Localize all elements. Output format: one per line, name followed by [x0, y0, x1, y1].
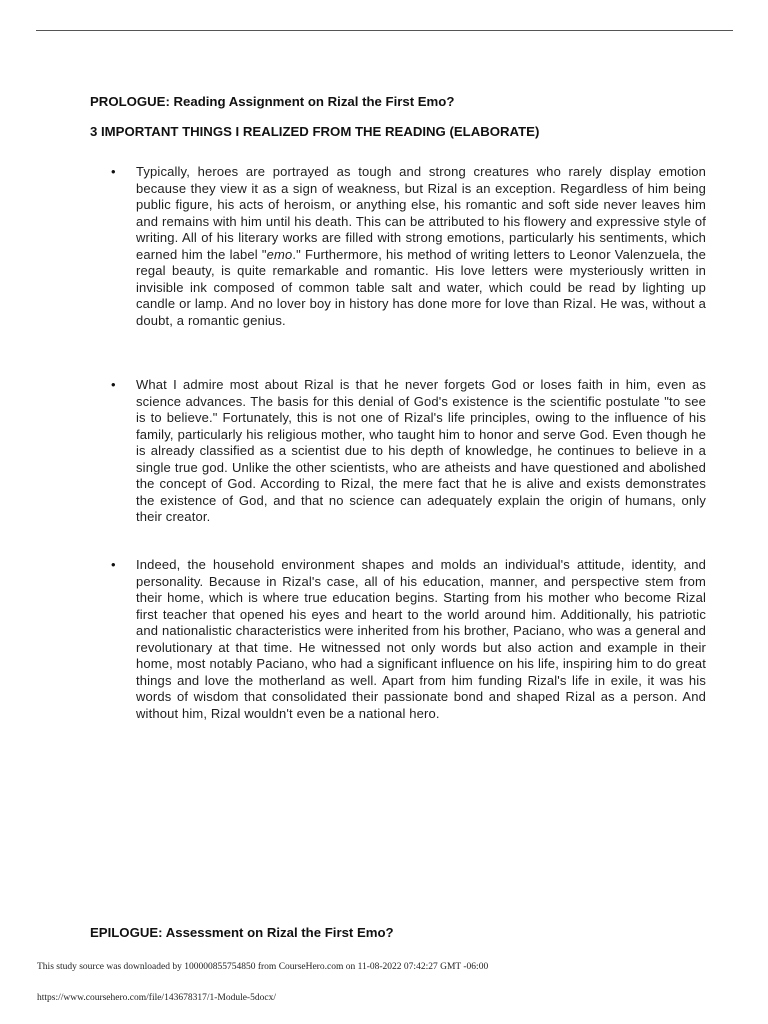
- bullet-icon: •: [111, 557, 116, 572]
- page-top-rule: [36, 30, 733, 31]
- bullet-text: What I admire most about Rizal is that he never forgets God or loses faith in him, even as science advances. The basis for this denial of God's existence is the scientific postulate "to see is to believe." Fortunately, this is not one of Rizal's life principles, owing to the influence of his family, particularly his religious mother, who taught him to honor and serve God. Even though he is already classified as a scientist due to his depth of knowledge, he continues to believe in a single true god. Unlike the other scientists, who are atheists and have questioned and abolished the concept of God. According to Rizal, the mere fact that he is alive and exists demonstrates the existence of God, and that no science can adequately explain the origin of humans, only their creator.: [136, 377, 706, 524]
- bullet-text-part: ." Furthermore, his method of writing letters to Leonor Valenzuela, the regal beauty, is quite remarkable and romantic. His love letters were mysteriously written in invisible ink composed of common table salt and water, which could be read by lighting up candle or lamp. And no lover boy in history has done more for love than Rizal. He was, without a doubt, a romantic genius.: [136, 246, 706, 328]
- list-item: [108, 377, 706, 526]
- bullet-text-part: Typically, heroes are portrayed as tough and strong creatures who rarely display emotion because they view it as a sign of weakness, but Rizal is an exception. Regardless of him being public figure, his acts of heroism, or anything else, his romantic and soft side never leaves him and remains with him until his death. This can be attributed to his flowery and expressive style of writing. All of his literary works are filled with strong emotions, particularly his sentiments, which earned him the label ": [136, 164, 706, 262]
- bullet-text: Indeed, the household environment shapes and molds an individual's attitude, identity, and personality. Because in Rizal's case, all of his education, manner, and perspective stem from their home, which is where true education begins. Starting from his mother who become Rizal first teacher that opened his eyes and heart to the world around him. Additionally, his patriotic and nationalistic characteristics were inherited from his brother, Paciano, who was a general and revolutionary at that time. He witnessed not only words but also action and example in their home, most notably Paciano, who had a significant influence on his life, inspiring him to do great things and love the motherland as well. Apart from him funding Rizal's life in exile, it was his words of wisdom that consolidated their passionate bond and shaped Rizal as a person. And without him, Rizal wouldn't even be a national hero.: [136, 557, 706, 721]
- list-item: [108, 557, 706, 722]
- emo-emphasis: emo: [266, 246, 293, 262]
- source-url[interactable]: https://www.coursehero.com/file/143678317/1-Module-5docx/: [37, 993, 276, 1003]
- bullet-icon: •: [111, 377, 116, 392]
- realizations-subheading: 3 IMPORTANT THINGS I REALIZED FROM THE READING (ELABORATE): [90, 124, 540, 139]
- download-notice: This study source was downloaded by 100000855754850 from CourseHero.com on 11-08-2022 07:42:27 GMT -06:00: [37, 962, 489, 972]
- bullet-text: [136, 164, 706, 329]
- bullet-icon: •: [111, 164, 116, 179]
- list-item: [108, 164, 706, 329]
- prologue-heading: PROLOGUE: Reading Assignment on Rizal the First Emo?: [90, 94, 455, 109]
- epilogue-heading: EPILOGUE: Assessment on Rizal the First Emo?: [90, 925, 394, 940]
